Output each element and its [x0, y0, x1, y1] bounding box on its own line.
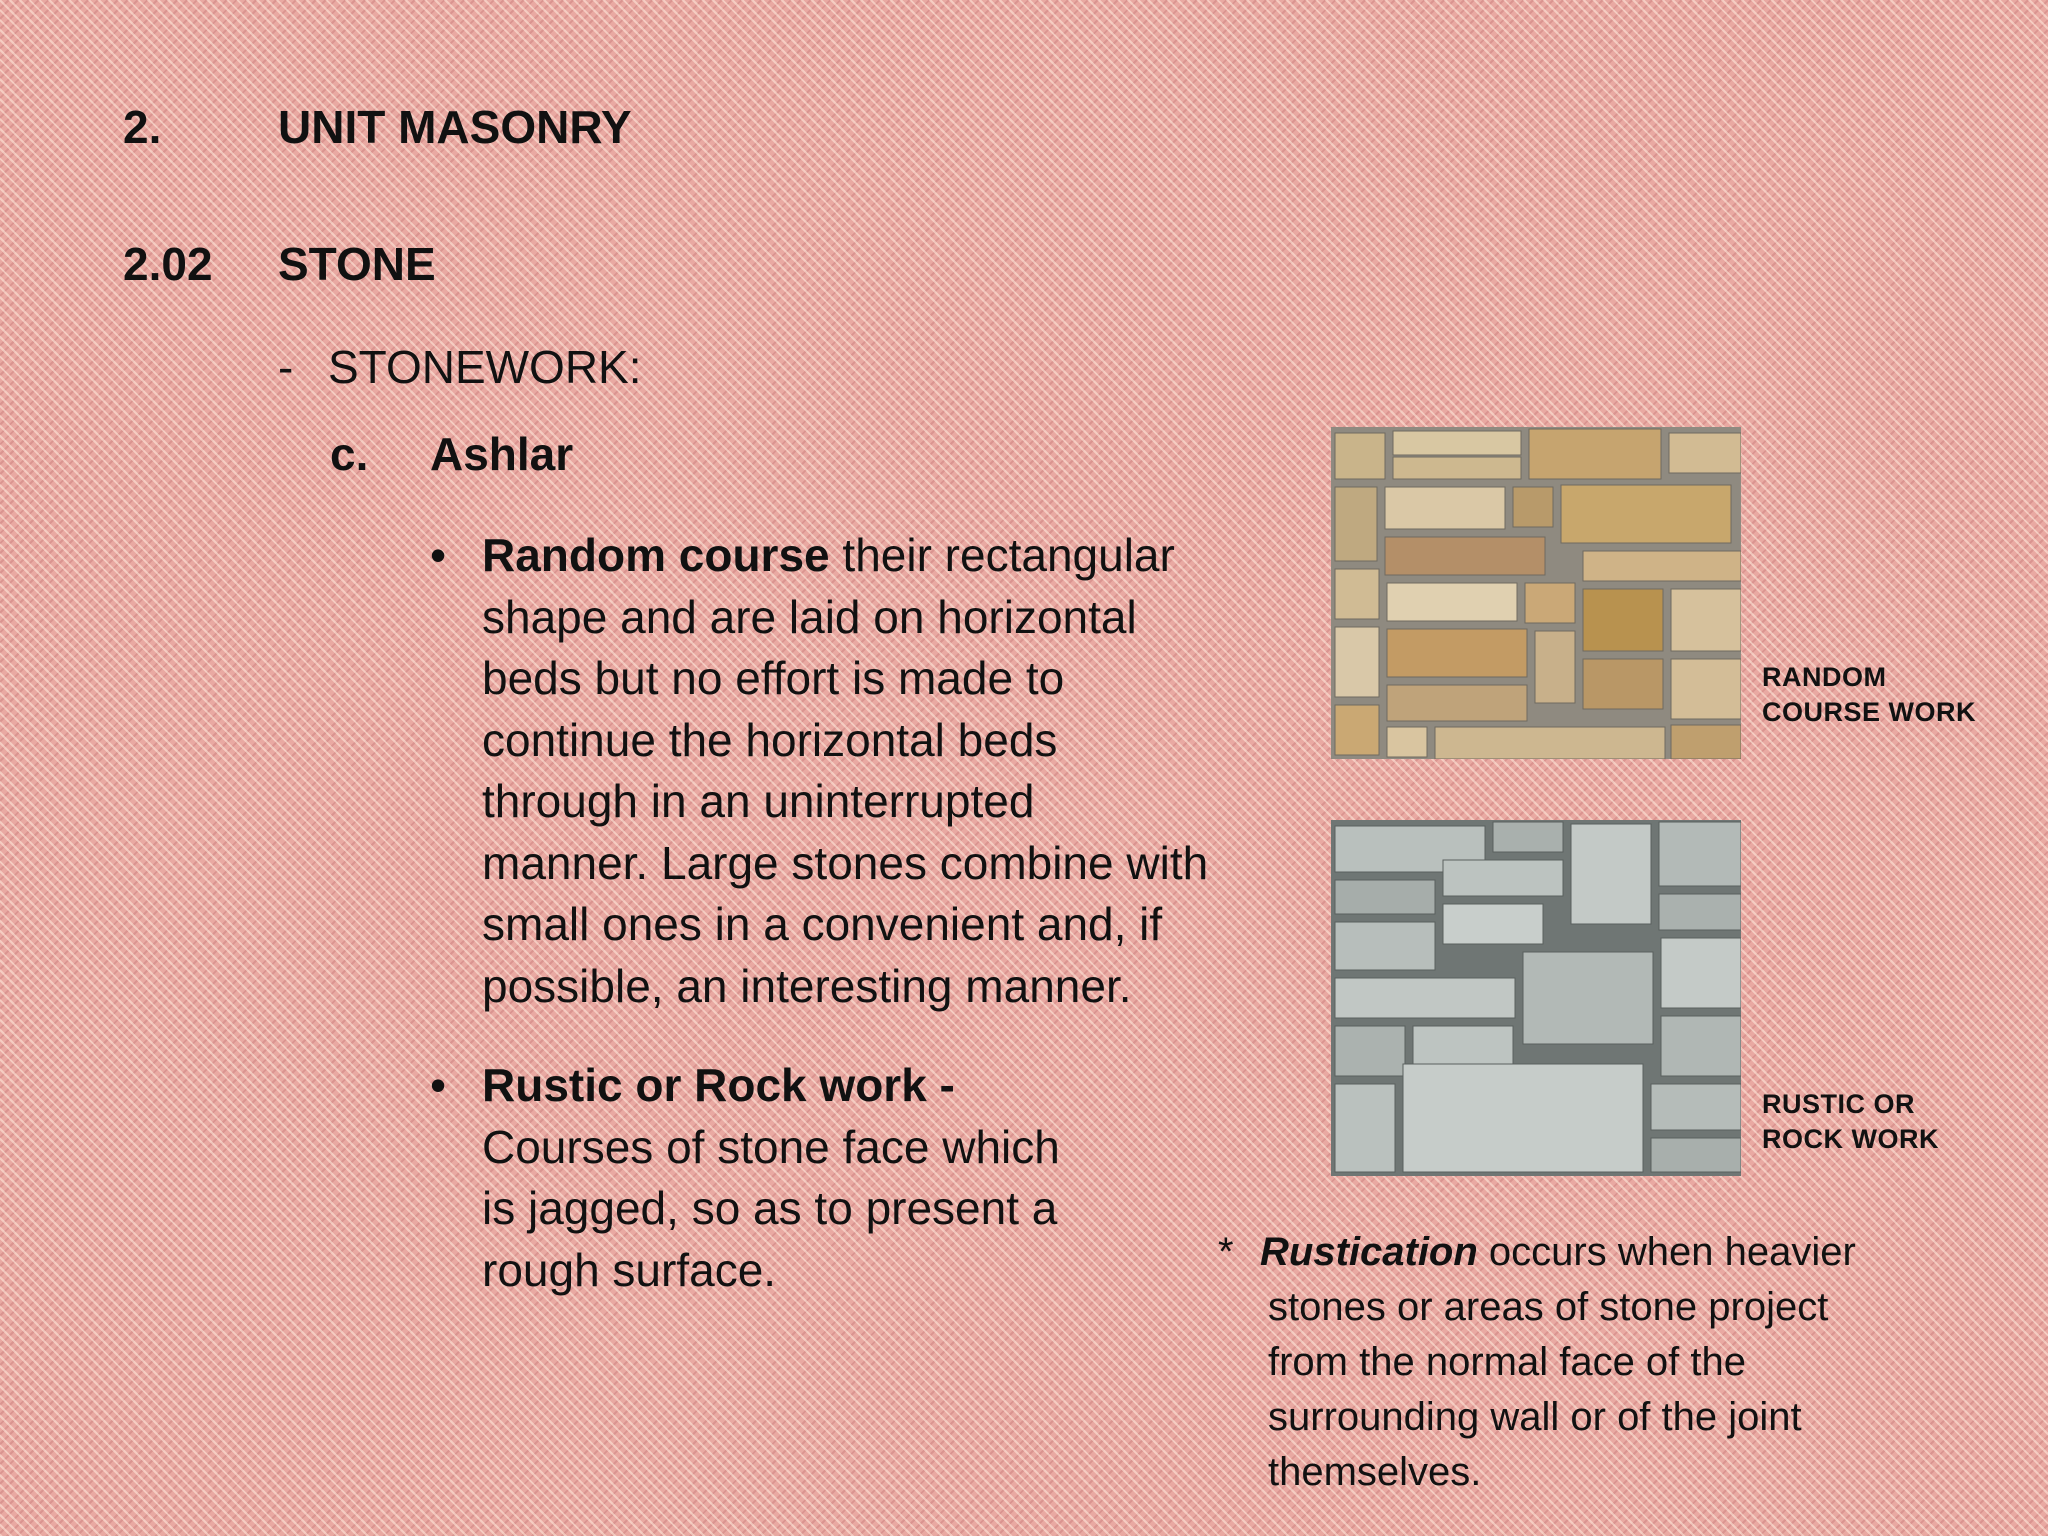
random-course-stone-photo [1331, 427, 1741, 759]
note-marker: * [1218, 1230, 1234, 1274]
note-text: occurs when heavier [1477, 1230, 1856, 1274]
random-course-caption [1762, 660, 1976, 730]
bullet-line: beds but no effort is made to [482, 652, 1065, 704]
note-line: surrounding wall or of the joint [1268, 1395, 1802, 1439]
note-term: Rustication [1260, 1230, 1478, 1274]
bullet-line: Courses of stone face which [482, 1120, 1060, 1173]
item-title: Ashlar [430, 428, 574, 480]
rustic-rock-stone-photo [1331, 820, 1741, 1176]
caption-line: RUSTIC OR [1762, 1089, 1915, 1119]
topic-dash: - [278, 341, 294, 393]
bullet-line: possible, an interesting manner. [482, 959, 1132, 1012]
bullet-random-course [482, 525, 1312, 1017]
caption-line: COURSE WORK [1762, 697, 1976, 727]
caption-line: RANDOM [1762, 662, 1887, 692]
rustic-rock-caption [1762, 1087, 1939, 1157]
bullet-marker-1: • [430, 529, 447, 581]
item-letter: c. [330, 428, 369, 480]
section-number: 2. [123, 101, 162, 153]
bullet-line: shape and are laid on horizontal [482, 590, 1137, 643]
note-line: from the normal face of the [1268, 1340, 1747, 1384]
bullet-line: continue the horizontal beds [482, 713, 1058, 766]
bullet-marker-2: • [430, 1059, 447, 1111]
note-line [1260, 1225, 2020, 1280]
section-title: UNIT MASONRY [278, 101, 632, 153]
bullet-line: rough surface. [482, 1243, 777, 1296]
bullet-term: Random course [482, 529, 830, 581]
note-line: stones or areas of stone project [1268, 1285, 1829, 1329]
bullet-text: their rectangular [829, 529, 1175, 581]
bullet-line: small ones in a convenient and, if [482, 898, 1163, 950]
bullet-rustic-rock-work [482, 1055, 1182, 1301]
bullet-line: is jagged, so as to present a [482, 1182, 1058, 1234]
bullet-line: manner. Large stones combine with [482, 836, 1209, 889]
caption-line: ROCK WORK [1762, 1124, 1939, 1154]
note-line: themselves. [1268, 1450, 1482, 1494]
topic-label: STONEWORK: [328, 341, 642, 393]
bullet-term: Rustic or Rock work - [482, 1059, 955, 1111]
bullet-line [482, 525, 1312, 587]
subsection-number: 2.02 [123, 238, 213, 290]
rustication-note [1260, 1225, 2020, 1500]
subsection-title: STONE [278, 238, 436, 290]
bullet-line: through in an uninterrupted [482, 775, 1035, 827]
